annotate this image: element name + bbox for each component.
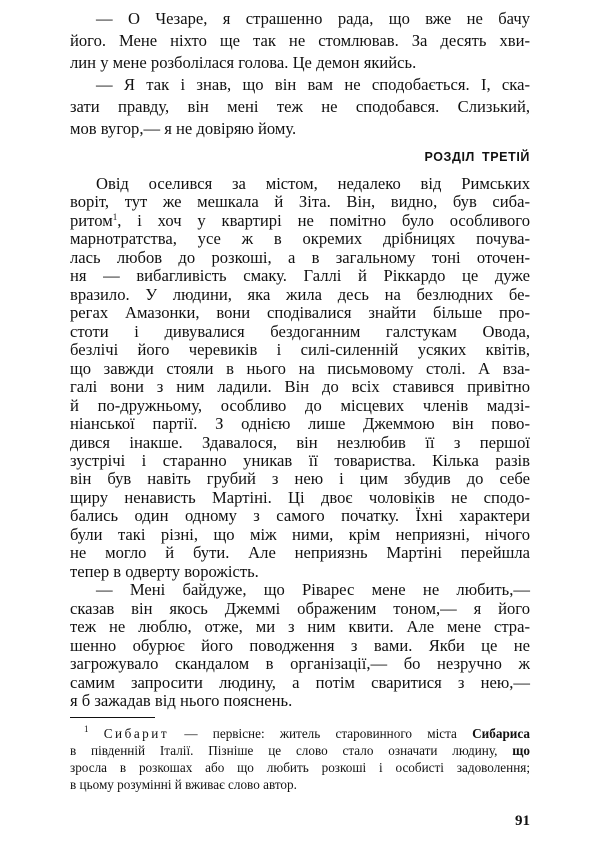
text-line: що завжди стояли в нього на письмовому столі. А вза- bbox=[70, 359, 530, 378]
text-line: його. Мене ніхто ще так не стомлював. За десять хви- bbox=[70, 31, 530, 50]
text-line: регах Амазонки, вони сподівалися знайти більше про- bbox=[70, 303, 530, 322]
text-line: безлічі його черевиків і силі-силенній усяких квітів, bbox=[70, 340, 530, 359]
text-line: загрожувало скандалом в організації,— бо незручно ж bbox=[70, 654, 530, 673]
text-line: лин у мене розболілася голова. Це демон якийсь. bbox=[70, 53, 417, 72]
footnote-rule bbox=[70, 717, 155, 718]
chapter-heading: РОЗДІЛ ТРЕТІЙ bbox=[424, 150, 530, 164]
text-line: тепер в одверту ворожість. bbox=[70, 562, 259, 581]
footnote-line bbox=[70, 760, 530, 776]
text-line: й по-дружньому, особливо до місцевих членів мадзі- bbox=[70, 396, 530, 415]
footnote-line bbox=[70, 743, 530, 759]
footnote-text: в південній Італії. Пізніше це слово стало означати людину, bbox=[70, 743, 513, 758]
footnote-word: що bbox=[512, 743, 530, 758]
footnote-marker[interactable]: 1 bbox=[112, 212, 118, 222]
footnote-city: Сибариса bbox=[472, 726, 531, 741]
footnote-marker: 1 bbox=[84, 724, 89, 734]
text-line: дився інакше. Здавалося, він незлюбив її з першої bbox=[70, 433, 530, 452]
book-page bbox=[70, 0, 530, 854]
text-line-rest: , і хоч у квартирі не помітно було особливого bbox=[117, 211, 530, 230]
text-line: Овід оселився за містом, недалеко від Римських bbox=[96, 174, 530, 193]
text-line: — Мені байдуже, що Ріварес мене не любить,— bbox=[96, 580, 530, 599]
text-line: стоти і дивувалися бездоганним галстукам Овода, bbox=[70, 322, 530, 341]
text-line: він був навіть грубий з нею і цим збудив до себе bbox=[70, 469, 530, 488]
text-line: — Я так і знав, що він вам не сподобається. І, ска- bbox=[96, 75, 530, 94]
text-line: не могло й бути. Але неприязнь Мартіні перейшла bbox=[70, 543, 530, 562]
text-line: ня — вибагливість смаку. Галлі й Ріккардо це дуже bbox=[70, 266, 530, 285]
footnote-term: Сибарит bbox=[103, 726, 170, 741]
text-line: щиру ненависть Мартіні. Ці двоє чоловіків не сподо- bbox=[70, 488, 530, 507]
footnote-line bbox=[84, 726, 530, 742]
text-line: — О Чезаре, я страшенно рада, що вже не бачу bbox=[96, 9, 530, 28]
text-line: зустрічі і старанно уникав її товариства. Кілька разів bbox=[70, 451, 530, 470]
text-line: воріт, тут же мешкала й Зіта. Він, видно, був сиба- bbox=[70, 192, 530, 211]
text-line: сказав він якось Джеммі ображеним тоном,— я його bbox=[70, 599, 530, 618]
text-line: шенно обурює його поводження з вами. Якби це не bbox=[70, 636, 530, 655]
text-line: мов вугор,— я не довіряю йому. bbox=[70, 119, 297, 138]
footnote-text: в цьому розумінні й вживає слово автор. bbox=[70, 777, 297, 792]
footnote-text: — первісне: житель старовинного міста bbox=[169, 726, 473, 741]
text-line: вразило. У людини, яка жила десь на безлюдних бе- bbox=[70, 285, 530, 304]
text-line: бались один одному з самого початку. Їхні характери bbox=[70, 506, 530, 525]
footnote-line bbox=[70, 777, 530, 793]
footnote-space bbox=[89, 726, 104, 741]
text-line: я б зажадав від нього пояснень. bbox=[70, 691, 293, 710]
text-line: лась любов до розкоші, а в загальному тоні оточен- bbox=[70, 248, 530, 267]
footnote-text: зросла в розкошах або що любить розкоші і особисті задоволення; bbox=[70, 760, 530, 775]
text-line: були такі різні, що між ними, крім неприязні, нічого bbox=[70, 525, 530, 544]
text-line: марнотратства, усе ж в окремих дрібницях почува- bbox=[70, 229, 530, 248]
text-line: галі вони з ним ладили. Він до всіх ставився привітно bbox=[70, 377, 530, 396]
text-line: теж не люблю, отже, ми з ним квити. Але мене стра- bbox=[70, 617, 530, 636]
text-line: самим запросити людину, а потім сваритися з нею,— bbox=[70, 673, 530, 692]
text-line: ніанської партії. З однією лише Джеммою він пово- bbox=[70, 414, 530, 433]
page-number: 91 bbox=[515, 813, 530, 829]
text-line: зати правду, він мені теж не сподобався. Слизький, bbox=[70, 97, 530, 116]
sybarite-word: ритом bbox=[70, 211, 113, 230]
